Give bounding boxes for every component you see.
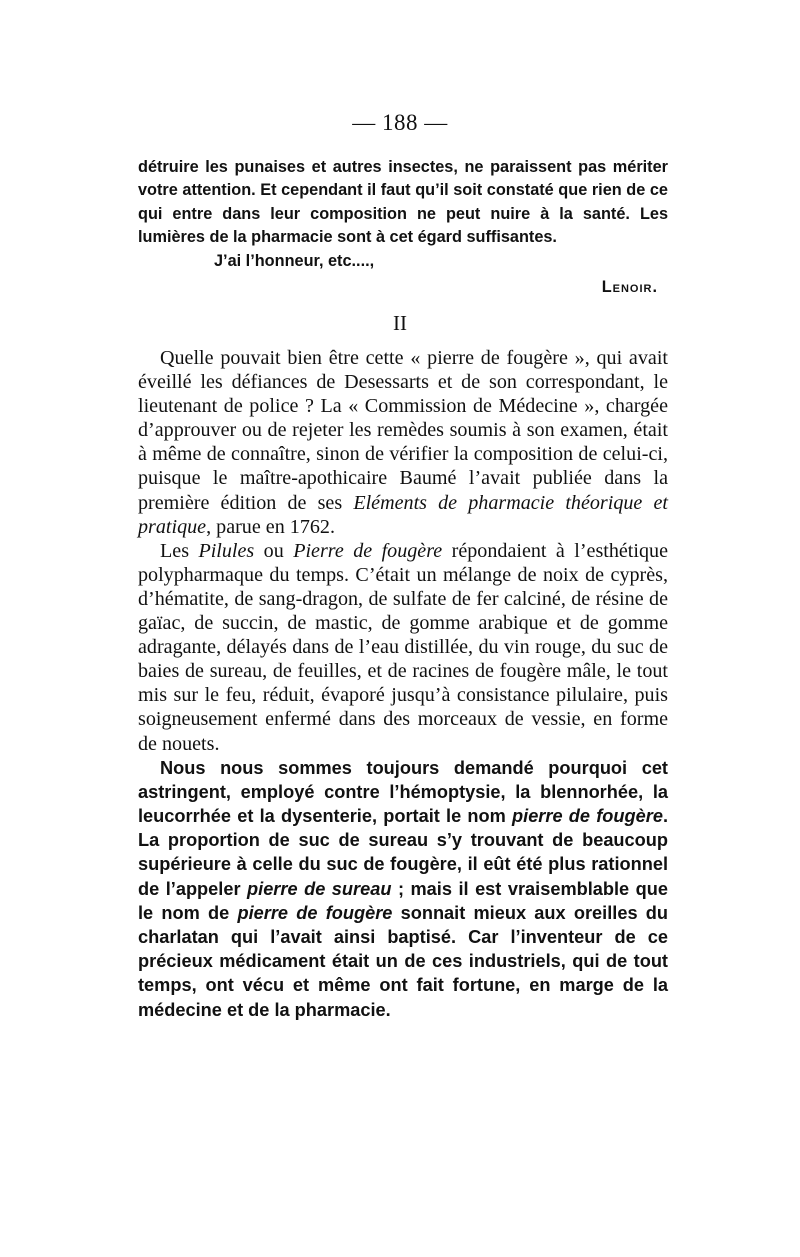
remedy-name-pilules: Pilules xyxy=(198,539,255,562)
paragraph-2-ou: ou xyxy=(254,539,294,562)
paragraph-3-start: Nous nous sommes toujours demandé pourquoi cet astringent, employé contre l’hémoptysie, la blennorhée, la leucorrhée et la dysenterie, portait le nom xyxy=(138,757,668,826)
letter-signature: Lenoir. xyxy=(601,278,658,297)
body-text xyxy=(138,346,668,1022)
remedy-name-2: pierre de sureau xyxy=(247,878,392,899)
remedy-name-pierre: Pierre de fougère xyxy=(293,539,443,562)
paragraph-3-mid2: ; mais il est vraisemblable que le nom de xyxy=(138,878,668,923)
paragraph-2 xyxy=(138,539,668,756)
letter-closing: J’ai l’honneur, etc...., xyxy=(214,251,375,270)
paragraph-3-middle: . La proportion de suc de sureau s’y trouvant de beaucoup supérieure à celle du suc de fougère, il eût été plus rationnel de l’appeler xyxy=(138,806,668,899)
paragraph-2-start: Les xyxy=(160,539,199,562)
remedy-name-1: pierre de fougère xyxy=(512,806,663,826)
remedy-name-3: pierre de fougère xyxy=(237,902,393,923)
book-title: Eléments de pharmacie théorique et pratique xyxy=(138,491,668,538)
page-number: — 188 — xyxy=(352,110,448,135)
section-heading: II xyxy=(393,311,407,335)
paragraph-1-text: Quelle pouvait bien être cette « pierre de fougère », qui avait éveillé les défiances de Desessarts et de son correspondant, le lieutenant de police ? La « Commission de Médecine », chargée d’approuver ou de rejeter les remèdes soumis à son examen, était à même de connaître, sinon de vérifier la composition de celui-ci, puisque le maître-apothicaire Baumé l’avait publiée dans la première édition de ses xyxy=(138,347,668,514)
paragraph-1 xyxy=(138,346,668,539)
paragraph-3-end: sonnait mieux aux oreilles du charlatan qui l’avait ainsi baptisé. Car l’inventeur de ce précieux médicament était un de ces industriels, qui de tout temps, ont vécu et même ont fait fortune, en marge de la médecine et de la pharmacie. xyxy=(138,902,668,1020)
paragraph-3 xyxy=(138,756,668,1022)
paragraph-1-end: , parue en 1762. xyxy=(206,515,335,538)
paragraph-2-text: répondaient à l’esthétique polypharmaque du temps. C’était un mélange de noix de cyprès, d’hématite, de sang-dragon, de sulfate de fer calciné, de résine de gaïac, de succin, de mastic, de gomme arabique et de gomme adragante, délayés dans de l’eau distillée, du vin rouge, du suc de baies de sureau, de feuilles, et de racines de fougère mâle, le tout mis sur le feu, réduit, évaporé jusqu’à consistance pilulaire, puis soigneusement enfermé dans des morceaux de vessie, en forme de nouets. xyxy=(138,539,668,755)
letter-excerpt xyxy=(138,156,668,299)
letter-paragraph: détruire les punaises et autres insectes, ne paraissent pas mériter votre attention. Et cependant il faut qu’il soit constaté que rien de ce qui entre dans leur composition ne peut nuire à la santé. Les lumières de la pharmacie sont à cet égard suffisantes. xyxy=(138,158,668,247)
